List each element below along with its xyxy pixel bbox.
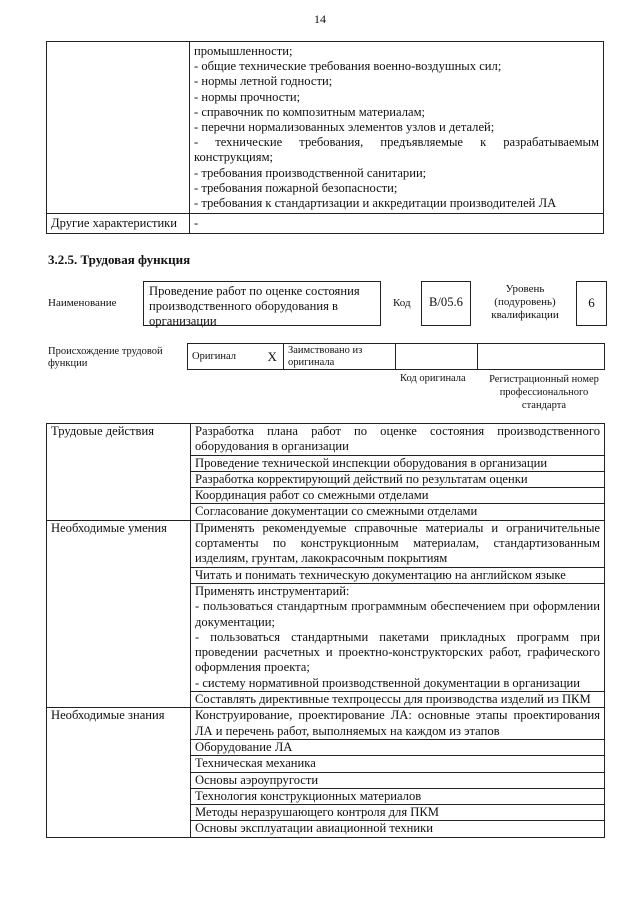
reg-number-cell: [478, 344, 605, 370]
skill-item: Читать и понимать техническую документацию на английском языке: [191, 567, 605, 583]
knowledge-item: Основы эксплуатации авиационной техники: [191, 821, 605, 837]
code-label: Код: [393, 297, 411, 309]
origin-table: [187, 343, 605, 370]
requirement-line: - требования производственной санитарии;: [194, 165, 427, 180]
knowledge-item: Техническая механика: [191, 756, 605, 772]
function-name-box: Проведение работ по оценке состояния производственного оборудования в организации: [143, 281, 381, 326]
code-original-cell: [396, 344, 478, 370]
requirement-line: - технические требования, предъявляемые к разрабатываемым конструкциям;: [194, 135, 599, 165]
knowledge-item: Оборудование ЛА: [191, 739, 605, 755]
main-table: [46, 423, 605, 838]
skill-item: Применять рекомендуемые справочные материалы и ограничительные сортаменты по конструкционным материалам, стандартизованным изделиям, грунтам, лакокрасочным покрытиям: [191, 520, 605, 567]
action-item: Координация работ со смежными отделами: [191, 488, 605, 504]
level-box: 6: [576, 281, 607, 326]
function-code-box: В/05.6: [421, 281, 471, 326]
origin-label: Происхождение трудовой функции: [48, 346, 163, 369]
requirement-line: - нормы прочности;: [194, 89, 301, 104]
requirement-line: - требования к стандартизации и аккредитации производителей ЛА: [194, 196, 557, 211]
skill-item-tools: [191, 583, 605, 691]
original-mark: X: [262, 344, 284, 370]
action-item: Проведение технической инспекции оборудования в организации: [191, 455, 605, 471]
page-number: 14: [314, 12, 326, 26]
knowledge-item: Основы аэроупругости: [191, 772, 605, 788]
level-label: Уровень (подуровень) квалификации: [491, 283, 559, 321]
skill-tools-line: - пользоваться стандартными пакетами прикладных программ при проведении расчетных и проектно-конструкторских работ, графического оформления проекта;: [195, 629, 600, 675]
requirements-cell: [190, 42, 604, 214]
requirement-line: - справочник по композитным материалам;: [194, 104, 426, 119]
code-original-label: Код оригинала: [400, 373, 466, 384]
requirement-line: - требования пожарной безопасности;: [194, 180, 398, 195]
continuation-table: [46, 41, 604, 234]
skill-tools-line: Применять инструментарий:: [195, 583, 350, 598]
action-item: Согласование документации со смежными отделами: [191, 504, 605, 520]
other-characteristics-label: Другие характеристики: [47, 214, 190, 234]
actions-label: Трудовые действия: [47, 424, 191, 521]
skill-item: Составлять директивные техпроцессы для производства изделий из ПКМ: [191, 692, 605, 708]
action-item: Разработка плана работ по оценке состояния производственного оборудования в организации: [191, 424, 605, 456]
knowledge-item: Конструирование, проектирование ЛА: основные этапы проектирования ЛА и перечень работ, выполняемых на каждом из этапов: [191, 708, 605, 740]
action-item: Разработка корректирующий действий по результатам оценки: [191, 471, 605, 487]
skill-tools-line: - пользоваться стандартным программным обеспечением при оформлении документации;: [195, 599, 600, 629]
reg-number-label: Регистрационный номер профессионального стандарта: [489, 374, 599, 411]
requirement-line: - перечни нормализованных элементов узлов и деталей;: [194, 120, 495, 135]
other-characteristics-value: -: [190, 214, 604, 234]
requirement-line: - нормы летной годности;: [194, 74, 333, 89]
skill-tools-line: - систему нормативной производственной документации в организации: [195, 675, 581, 690]
original-label: Оригинал: [188, 344, 262, 370]
section-title: 3.2.5. Трудовая функция: [48, 252, 191, 267]
requirement-line: - общие технические требования военно-воздушных сил;: [194, 59, 502, 74]
continuation-empty-cell: [47, 42, 190, 214]
skills-label: Необходимые умения: [47, 520, 191, 708]
requirement-line: промышленности;: [194, 44, 293, 58]
name-label: Наименование: [48, 297, 117, 309]
borrowed-label: Заимствовано из оригинала: [284, 344, 396, 370]
knowledge-item: Методы неразрушающего контроля для ПКМ: [191, 805, 605, 821]
knowledge-label: Необходимые знания: [47, 708, 191, 837]
knowledge-item: Технология конструкционных материалов: [191, 788, 605, 804]
